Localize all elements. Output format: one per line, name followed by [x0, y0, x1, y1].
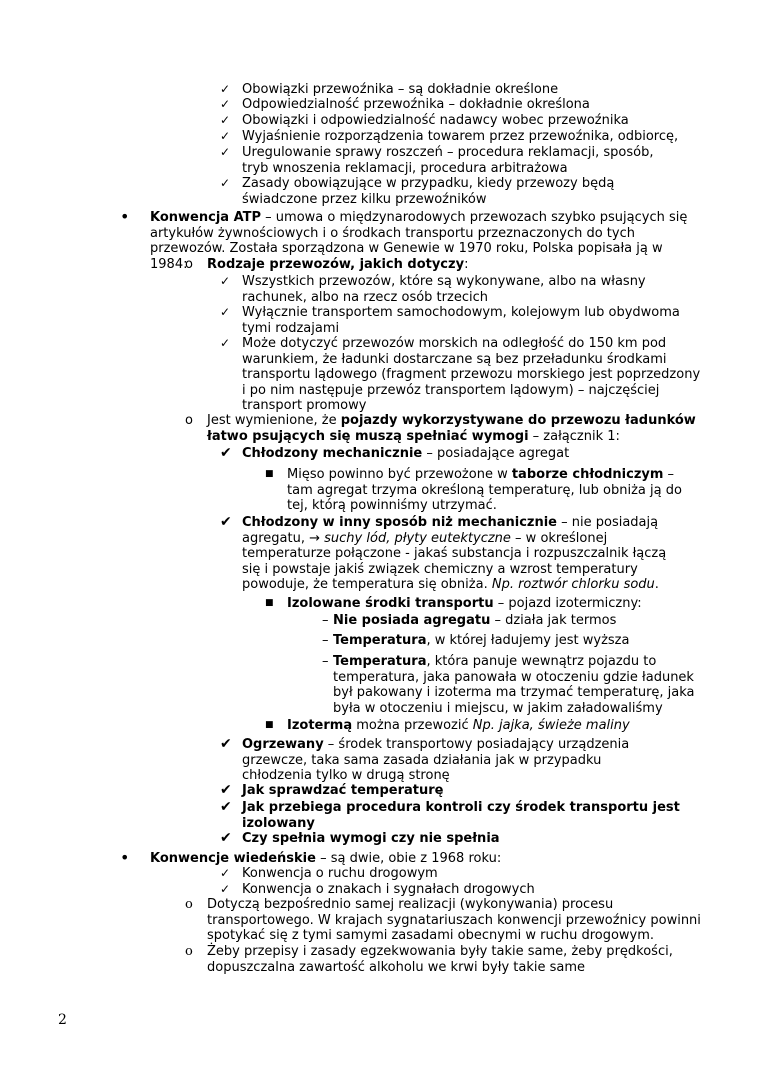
check-icon: ✓ — [220, 305, 231, 319]
check-icon: ✓ — [220, 882, 231, 896]
list-item: ✓ Wyjaśnienie rozporządzenia towarem przez przewoźnika, odbiorcę, — [220, 129, 679, 144]
check-icon: ✔ — [220, 782, 232, 798]
list-item: ✓ Zasady obowiązujące w przypadku, kiedy przewozy będą świadczone przez kilku przewoźników — [220, 176, 615, 207]
bullet-icon: • — [120, 207, 130, 226]
list-item: ✔ Jak przebiega procedura kontroli czy środek transportu jest izolowany — [220, 799, 680, 831]
bullet-icon: • — [120, 848, 130, 867]
page-number: 2 — [58, 1012, 67, 1028]
list-item: ✔ Chłodzony w inny sposób niż mechanicznie – nie posiadają agregatu, → suchy lód, płyty eutektyczne – w określonej temperaturze połączone - jakaś substancja i rozpuszczalnik łączą się i powstaje jakiś związek chemiczny a wzrost temperatury powoduje, że temperatura się obniża. Np. roztwór chlorku sodu. — [220, 514, 667, 592]
list-item: ✓ Wyłącznie transportem samochodowym, kolejowym lub obydwoma tymi rodzajami — [220, 305, 680, 336]
list-item: – Temperatura, która panuje wewnątrz pojazdu to temperatura, jaka panowała w otoczeniu gdzie ładunek był pakowany i izoterma ma trzymać temperaturę, jaka była w otoczeniu i miejscu, w jakim załadowaliśmy — [322, 654, 695, 716]
check-icon: ✔ — [220, 514, 232, 530]
arrow-icon: → — [309, 530, 321, 546]
check-icon: ✓ — [220, 866, 231, 880]
list-item: ■ Izolowane środki transportu – pojazd izotermiczny: — [265, 596, 642, 611]
check-icon: ✔ — [220, 799, 232, 815]
square-bullet-icon: ■ — [265, 469, 274, 479]
list-item: ■ Mięso powinno być przewożone w taborze chłodniczym – tam agregat trzyma określoną temperaturę, lub obniża ją do tej, którą powinniśmy utrzymać. — [265, 467, 682, 513]
circle-bullet-icon: o — [185, 413, 193, 428]
dash-bullet-icon: – — [322, 654, 329, 669]
list-item: ✔ Jak sprawdzać temperaturę — [220, 782, 444, 798]
list-item: ✓ Wszystkich przewozów, które są wykonywane, albo na własny rachunek, albo na rzecz osób trzecich — [220, 274, 646, 305]
wieden-section: • Konwencje wiedeńskie – są dwie, obie z 1968 roku: — [120, 848, 502, 867]
list-item: – Nie posiada agregatu – działa jak termos — [322, 613, 617, 628]
list-item: – Temperatura, w której ładujemy jest wyższa — [322, 633, 630, 648]
list-item: ✔ Ogrzewany – środek transportowy posiadający urządzenia grzewcze, taka sama zasada działania jak w przypadku chłodzenia tylko w drugą stronę — [220, 736, 630, 783]
list-item: ✔ Czy spełnia wymogi czy nie spełnia — [220, 830, 500, 846]
list-item: ✓ Konwencja o znakach i sygnałach drogowych — [220, 882, 535, 897]
check-icon: ✔ — [220, 445, 232, 461]
list-item: ✓ Obowiązki przewoźnika – są dokładnie określone — [220, 82, 559, 97]
dash-bullet-icon: – — [322, 633, 329, 648]
list-item: o Żeby przepisy i zasady egzekwowania były takie same, żeby prędkości, dopuszczalna zawartość alkoholu we krwi były takie same — [185, 944, 673, 975]
check-icon: ✓ — [220, 97, 231, 111]
check-icon: ✔ — [220, 830, 232, 846]
list-item: ✓ Uregulowanie sprawy roszczeń – procedura reklamacji, sposób, tryb wnoszenia reklamacji, procedura arbitrażowa — [220, 145, 654, 176]
check-icon: ✓ — [220, 113, 231, 127]
square-bullet-icon: ■ — [265, 720, 274, 730]
circle-bullet-icon: o — [185, 897, 193, 912]
check-icon: ✓ — [220, 336, 231, 350]
list-item: ■ Izotermą można przewozić Np. jajka, świeże maliny — [265, 718, 630, 733]
circle-bullet-icon: o — [185, 944, 193, 959]
circle-bullet-icon: o — [185, 257, 193, 272]
check-icon: ✓ — [220, 82, 231, 96]
square-bullet-icon: ■ — [265, 598, 274, 608]
list-item: o Rodzaje przewozów, jakich dotyczy: — [185, 257, 469, 272]
list-item: ✓ Odpowiedzialność przewoźnika – dokładnie określona — [220, 97, 590, 112]
list-item: o Dotyczą bezpośrednio samej realizacji (wykonywania) procesu transportowego. W krajach sygnatariuszach konwencji przewoźnicy powinni spotykać się z tymi samymi zasadami obecnymi w ruchu drogowym. — [185, 897, 701, 943]
check-icon: ✓ — [220, 129, 231, 143]
dash-bullet-icon: – — [322, 613, 329, 628]
atp-section: • Konwencja ATP – umowa o międzynarodowych przewozach szybko psujących się artykułów żywnościowych i o środkach transportu przeznaczonych do tych przewozów. Została sporządzona w Genewie w 1970 roku, Polska popisała ją w 1984: — [120, 207, 688, 272]
check-icon: ✔ — [220, 736, 232, 752]
check-icon: ✓ — [220, 274, 231, 288]
list-item: ✓ Konwencja o ruchu drogowym — [220, 866, 438, 881]
check-icon: ✓ — [220, 145, 231, 159]
check-icon: ✓ — [220, 176, 231, 190]
list-item: o Jest wymienione, że pojazdy wykorzystywane do przewozu ładunków łatwo psujących się muszą spełniać wymogi – załącznik 1: — [185, 413, 696, 444]
list-item: ✓ Może dotyczyć przewozów morskich na odległość do 150 km pod warunkiem, że ładunki dostarczane są bez przeładunku środkami transportu lądowego (fragment przewozu morskiego jest poprzedzony i po nim następuje przewóz transportem lądowym) – najczęściej transport promowy — [220, 336, 701, 413]
list-item: ✔ Chłodzony mechanicznie – posiadające agregat — [220, 445, 570, 461]
list-item: ✓ Obowiązki i odpowiedzialność nadawcy wobec przewoźnika — [220, 113, 629, 128]
